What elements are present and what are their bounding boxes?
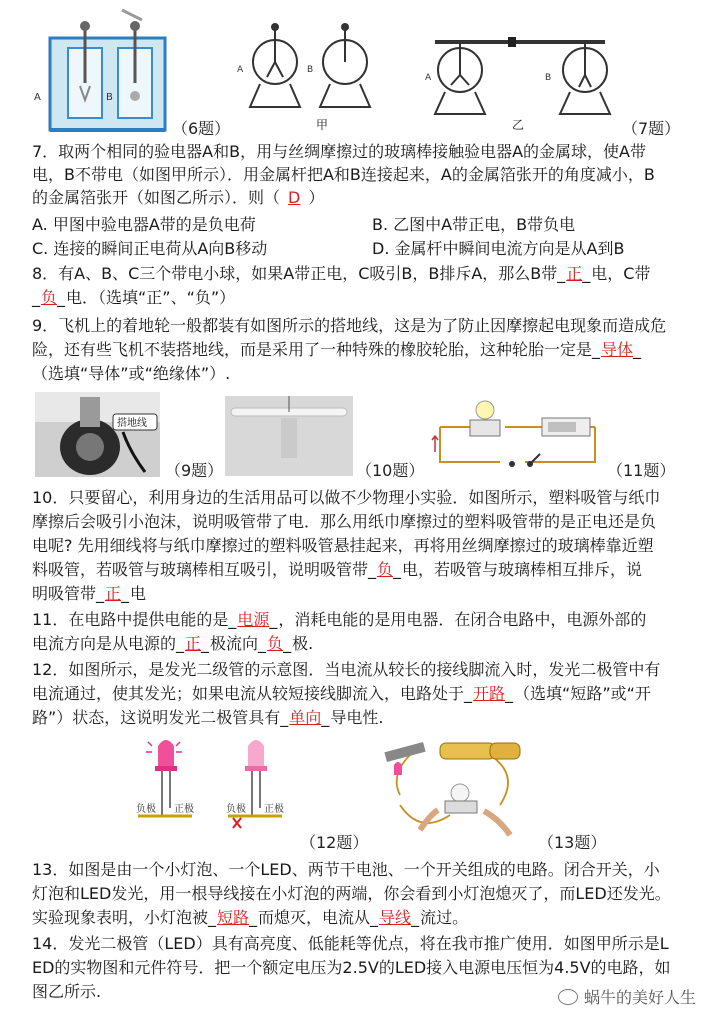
q12-line1: 12．如图所示，是发光二级管的示意图．当电流从较长的接线脚流入时，发光二极管中有 [32,660,661,679]
caption-q7: （7题） [622,119,681,138]
neg-label-1: 负极 [136,804,156,815]
q10-answer-2: 正 [105,584,122,603]
q11-text-4: 极流向 [210,634,259,653]
q7-option-a: A. 甲图中验电器A带的是负电荷 [32,215,256,234]
caption-q13: （13题） [538,833,607,852]
q8-answer-1: 正 [566,264,583,283]
q10-text-4: 电 [130,584,147,603]
q10-text-3: 明吸管带 [32,584,97,603]
q10-answer-1: 负 [377,560,394,579]
label-A: A [425,73,432,83]
q12-text: 电流通过，使其发光；如果电流从较短接线脚流入，电路处于 [32,684,465,703]
figure-q9-aircraft-wheel [35,392,160,477]
q9-line3: （选填“导体”或“绝缘体”）. [32,364,231,383]
caption-yi: 乙 [512,118,525,132]
q10-line4: 料吸管，若吸管与玻璃棒相互吸引，说明吸管带_负_电，若吸管与玻璃棒相互排斥，说 [32,560,643,579]
q12-answer-2: 单向 [289,708,322,727]
pos-label-1: 正极 [174,804,194,815]
q10-line3: 电呢? 先用细线将与纸巾摩擦过的塑料吸管悬挂起来，再将用丝绸摩擦过的玻璃棒靠近塑 [32,536,654,555]
caption-q10: （10题） [356,461,425,480]
pos-label-2: 正极 [264,804,284,815]
q8-line1: 8．有A、B、C三个带电小球，如果A带正电，C吸引B，B排斥A，那么B带_正_电，C带 [32,264,651,283]
figure-q6-apparatus [30,8,170,138]
figure-q12-led-diagram [130,736,310,836]
q7-line1: 7．取两个相同的验电器A和B，用与丝绸摩擦过的玻璃棒接触验电器A的金属球，使A带 [32,142,646,161]
q11-line2: 电流方向是从电源的_正_极流向_负_极. [32,634,314,653]
label-B: B [106,92,113,103]
q10-line5: 明吸管带_正_电 [32,584,147,603]
q8-text-3: 电．（选填“正”、“负”） [66,288,236,307]
neg-label-2: 负极 [226,804,246,815]
q10-line2: 摩擦后会吸引小泡沫，说明吸管带了电．那么用纸巾摩擦过的塑料吸管带的是正电还是负 [32,512,657,531]
q12-text-3: 路”）状态，这说明发光二极管具有 [32,708,281,727]
q9-line2: 险，还有些飞机不装搭地线，而是采用了一种特殊的橡胶轮胎，这种轮胎一定是_导体_ [32,340,643,359]
caption-q6: （6题） [172,119,231,138]
q13-text: 实验现象表明，小灯泡被 [32,908,209,927]
figure-q13-circuit [380,735,530,850]
q11-text-2: ，消耗电能的是用电器．在闭合电路中，电源外部的 [278,610,647,629]
q11-answer-2: 正 [185,634,202,653]
q11-text: 11．在电路中提供电能的是 [32,610,229,629]
q12-line2: 电流通过，使其发光；如果电流从较短接线脚流入，电路处于_开路_（选填“短路”或“开 [32,684,651,703]
q7-line2: 电，B不带电（如图甲所示）．用金属杆把A和B连接起来，A的金属箔张开的角度减小，B [32,165,655,184]
q12-line3: 路”）状态，这说明发光二极管具有_单向_导电性. [32,708,384,727]
label-B: B [307,65,314,75]
q10-text: 料吸管，若吸管与玻璃棒相互吸引，说明吸管带 [32,560,369,579]
q13-line3: 实验现象表明，小灯泡被_短路_而熄灭，电流从_导线_流过。 [32,908,469,927]
q11-answer-1: 电源 [237,610,270,629]
q7-text: 的金属箔张开（如图乙所示）．则（ [32,188,281,207]
watermark-text: 蜗牛的美好人生 [583,988,696,1007]
caption-q11: （11题） [607,461,676,480]
q8-text: 8．有A、B、C三个带电小球，如果A带正电，C吸引B，B排斥A，那么B带 [32,264,558,283]
q8-text-2: 电，C带 [591,264,651,283]
q10-line1: 10．只要留心，利用身边的生活用品可以做不少物理小实验．如图所示，塑料吸管与纸巾 [32,488,661,507]
q9-text: 险，还有些飞机不装搭地线，而是采用了一种特殊的橡胶轮胎，这种轮胎一定是 [32,340,593,359]
q12-text-2: （选填“短路”或“开 [514,684,651,703]
label-B: B [545,73,552,83]
q13-answer-1: 短路 [217,908,250,927]
figure-q11-circuit [430,392,605,477]
q7-option-b: B. 乙图中A带正电，B带负电 [372,215,576,234]
q10-text-2: 电，若吸管与玻璃棒相互排斥，说 [402,560,643,579]
q14-line2: ED的实物图和元件符号．把一个额定电压为2.5V的LED接入电源电压恒为4.5V的电路，如 [32,958,671,977]
q7-option-d: D. 金属杆中瞬间电流方向是从A到B [372,239,625,258]
q13-text-2: 而熄灭，电流从 [258,908,371,927]
q12-text-4: 导电性. [330,708,384,727]
q9-line1: 9．飞机上的着地轮一般都装有如图所示的搭地线，这是为了防止因摩擦起电现象而造成危 [32,316,667,335]
q12-answer-1: 开路 [473,684,506,703]
figure-q7-jia [235,22,385,117]
wechat-icon [558,989,578,1005]
q7-line3 [32,186,700,209]
caption-jia: 甲 [316,118,329,132]
q7-text-end: ） [308,188,325,207]
q11-text-5: 极. [292,634,314,653]
ground-wire-label: 搭地线 [117,418,147,429]
label-A: A [237,65,244,75]
q14-line1: 14．发光二极管（LED）具有高亮度、低能耗等优点，将在我市推广使用．如图甲所示是L [32,934,669,953]
watermark [558,985,696,1008]
q13-answer-2: 导线 [379,908,412,927]
q8-line2: _负_电．（选填“正”、“负”） [32,288,236,307]
q7-option-c: C. 连接的瞬间正电荷从A向B移动 [32,239,268,258]
q7-answer: D [288,188,301,207]
q11-text-3: 电流方向是从电源的 [32,634,177,653]
q14-line3: 图乙所示. [32,982,102,1001]
q9-answer: 导体 [601,340,634,359]
q13-line2: 灯泡和LED发光，用一根导线接在小灯泡的两端，你会看到小灯泡熄灭了，而LED还发光。 [32,884,671,903]
q11-answer-3: 负 [267,634,284,653]
caption-q12: （12题） [300,833,369,852]
figure-q7-yi [425,30,615,120]
label-A: A [34,92,41,103]
figure-q10-straw [225,396,353,476]
caption-q9: （9题） [165,461,224,480]
q11-line1: 11．在电路中提供电能的是_电源_，消耗电能的是用电器．在闭合电路中，电源外部的 [32,610,647,629]
q13-text-3: 流过。 [420,908,469,927]
q13-line1: 13．如图是由一个小灯泡、一个LED、两节干电池、一个开关组成的电路。闭合开关，小 [32,860,660,879]
q8-answer-2: 负 [41,288,58,307]
